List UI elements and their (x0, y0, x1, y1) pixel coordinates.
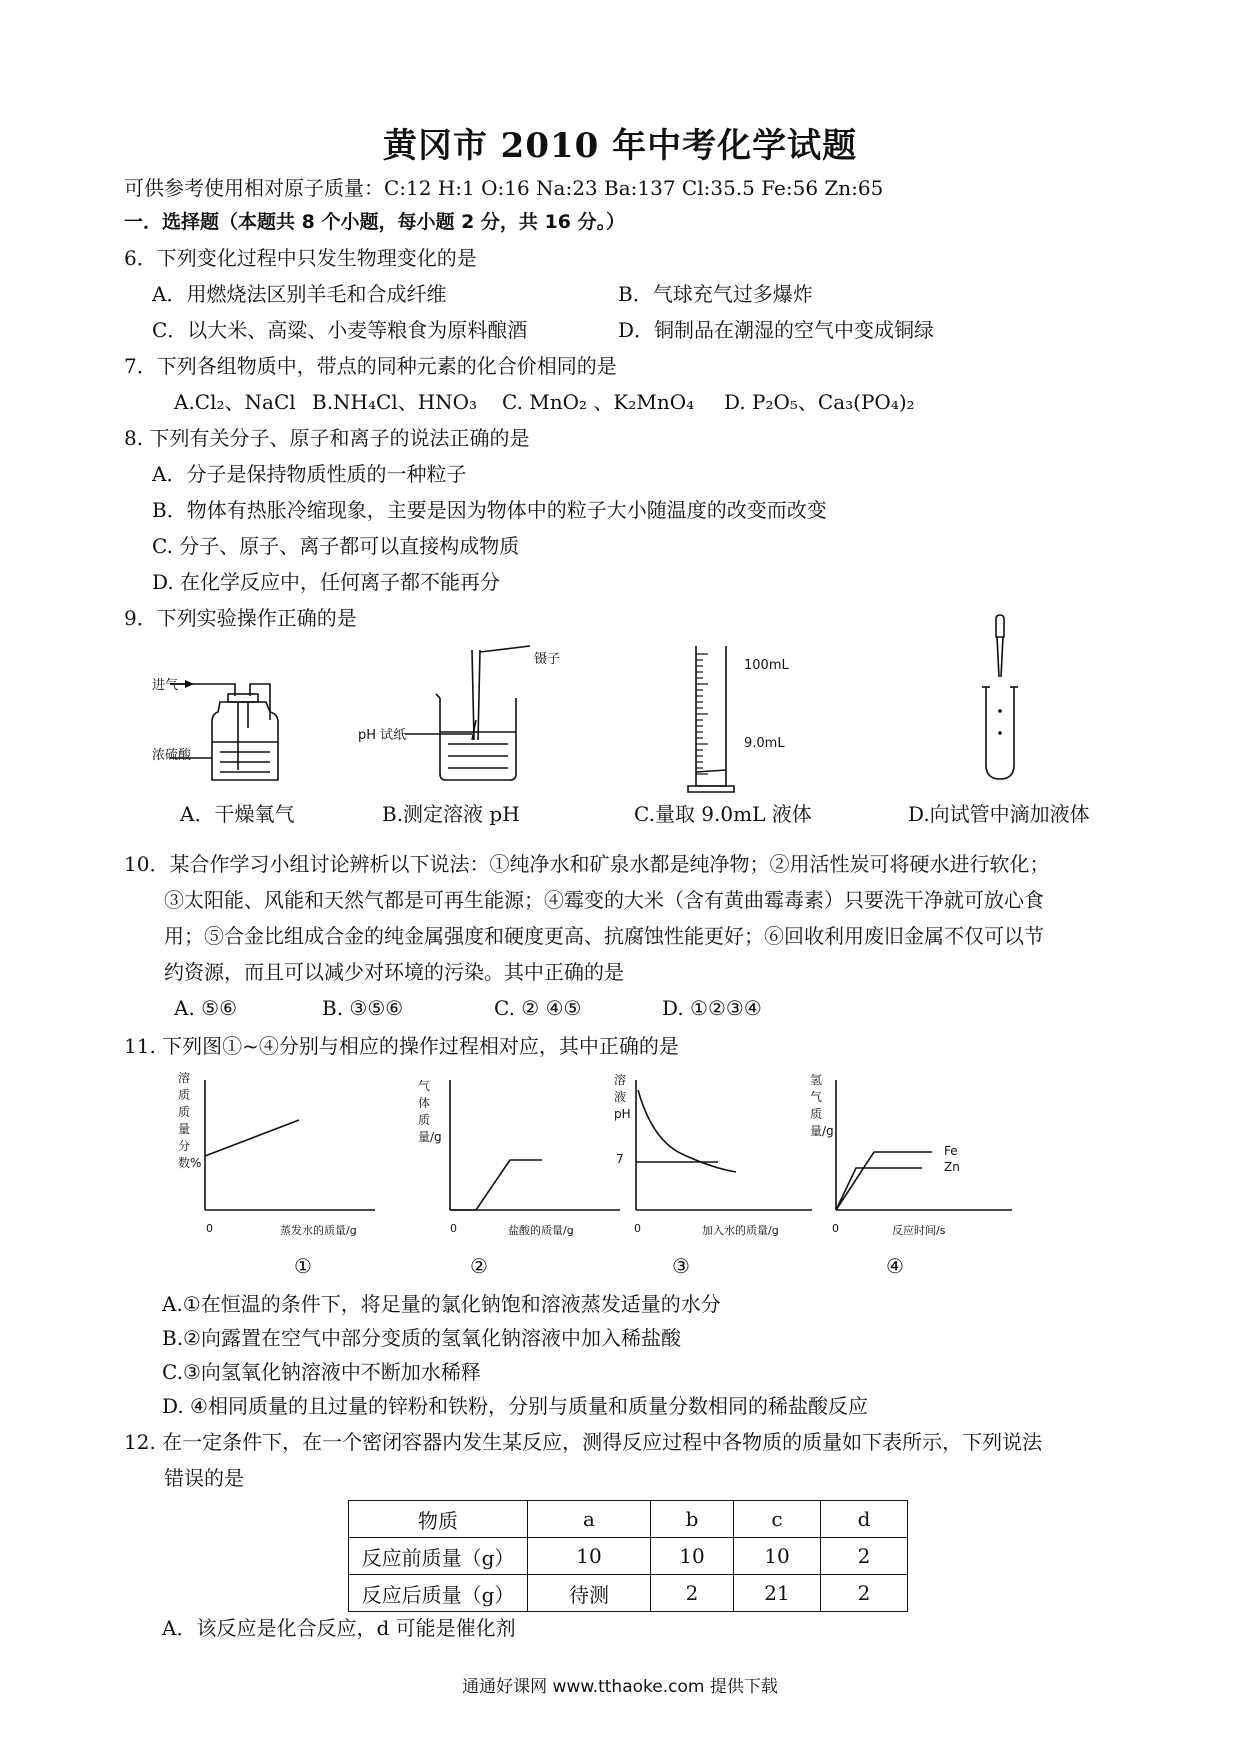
graph-1-xlabel: 蒸发水的质量/g (280, 1224, 357, 1237)
q10-line-3: 用；⑤合金比组成合金的纯金属强度和硬度更高、抗腐蚀性能更好；⑥回收利用废旧金属不仅可以节 (164, 924, 1044, 948)
table-header-cell: c (734, 1501, 821, 1538)
graph-4 (812, 1060, 1012, 1240)
q11-option-d: D. ④相同质量的且过量的锌粉和铁粉，分别与质量和质量分数相同的稀盐酸反应 (162, 1394, 868, 1418)
label-ph-paper: pH 试纸 (358, 728, 407, 743)
q9-option-d: D.向试管中滴加液体 (908, 802, 1090, 826)
graph-2-number: ② (470, 1254, 488, 1278)
label-100ml: 100mL (744, 658, 789, 673)
q8-option-b: B．物体有热胀冷缩现象，主要是因为物体中的粒子大小随温度的改变而改变 (152, 498, 827, 522)
section-heading: 一．选择题（本题共 8 个小题，每小题 2 分，共 16 分。） (124, 211, 626, 233)
q10-option-b: B. ③⑤⑥ (322, 996, 404, 1020)
table-header-row (349, 1501, 908, 1538)
table-cell: 2 (651, 1575, 734, 1612)
graph-2-ylabel: 气体质量/g (418, 1079, 442, 1144)
q9-option-a: A．干燥氧气 (180, 802, 295, 826)
graph-2-line (450, 1160, 542, 1210)
graph-3-number: ③ (672, 1254, 690, 1278)
q6-option-c: C．以大米、高粱、小麦等粮食为原料酿酒 (152, 318, 528, 342)
table-header-cell: 物质 (349, 1501, 528, 1538)
graph-1-origin: 0 (206, 1222, 213, 1235)
label-conc-sulfuric-acid: 浓硫酸 (152, 748, 192, 763)
q8-option-d: D. 在化学反应中，任何离子都不能再分 (152, 570, 501, 594)
q8-option-c: C. 分子、原子、离子都可以直接构成物质 (152, 534, 520, 558)
page-title: 黄冈市 2010 年中考化学试题 (382, 126, 858, 166)
graph-4-origin: 0 (832, 1222, 839, 1235)
table-header-cell: d (821, 1501, 908, 1538)
graph-1-ylabel: 溶质质量分数% (178, 1071, 202, 1170)
q7-option-c: C. MnO₂ 、K₂MnO₄ (502, 390, 695, 414)
q6-stem: 6．下列变化过程中只发生物理变化的是 (124, 246, 477, 270)
q10-line-2: ③太阳能、风能和天然气都是可再生能源；④霉变的大米（含有黄曲霉毒素）只要洗干净就可放心食 (164, 888, 1044, 912)
graph-3-tick-7: 7 (616, 1152, 624, 1166)
table-header-cell: a (528, 1501, 651, 1538)
q10-line-4: 约资源，而且可以减少对环境的污染。其中正确的是 (164, 960, 624, 984)
q11-stem: 11. 下列图①~④分别与相应的操作过程相对应，其中正确的是 (124, 1034, 679, 1058)
q12-line-1: 12. 在一定条件下，在一个密闭容器内发生某反应，测得反应过程中各物质的质量如下表所示，下列说法 (124, 1430, 1043, 1454)
table-cell: 10 (528, 1538, 651, 1575)
table-cell: 10 (651, 1538, 734, 1575)
q7-stem: 7．下列各组物质中，带点的同种元素的化合价相同的是 (124, 354, 617, 378)
graph-3-origin: 0 (634, 1222, 641, 1235)
graph-2-origin: 0 (450, 1222, 457, 1235)
q10-option-c: C. ② ④⑤ (494, 996, 582, 1020)
table-cell: 2 (821, 1538, 908, 1575)
label-tweezers: 镊子 (534, 652, 561, 667)
q12-option-a: A．该反应是化合反应，d 可能是催化剂 (162, 1616, 516, 1640)
beaker-ph-figure (360, 640, 560, 790)
table-row (349, 1575, 908, 1612)
table-cell: 反应后质量（g） (349, 1575, 528, 1612)
atomic-masses: 可供参考使用相对原子质量：C:12 H:1 O:16 Na:23 Ba:137 Cl:35.5 Fe:56 Zn:65 (124, 176, 884, 200)
table-cell: 反应前质量（g） (349, 1538, 528, 1575)
q11-option-c: C.③向氢氧化钠溶液中不断加水稀释 (162, 1360, 481, 1384)
graph-4-series-zn: Zn (944, 1160, 960, 1174)
graph-1-number: ① (294, 1254, 312, 1278)
table-header-cell: b (651, 1501, 734, 1538)
q7-option-d: D. P₂O₅、Ca₃(PO₄)₂ (724, 390, 915, 414)
table-cell: 2 (821, 1575, 908, 1612)
graph-3 (612, 1060, 812, 1240)
label-9ml: 9.0mL (744, 736, 785, 751)
graph-3-xlabel: 加入水的质量/g (702, 1224, 779, 1237)
q7-option-a: A.Cl₂、NaCl (174, 390, 296, 414)
q6-option-a: A．用燃烧法区别羊毛和合成纤维 (152, 282, 447, 306)
mass-table (348, 1500, 908, 1612)
graph-4-xlabel: 反应时间/s (892, 1224, 946, 1237)
footer-credit: 通通好课网 www.tthaoke.com 提供下载 (462, 1677, 778, 1697)
q12-line-2: 错误的是 (164, 1466, 244, 1490)
q11-option-a: A.①在恒温的条件下，将足量的氯化钠饱和溶液蒸发适量的水分 (162, 1292, 721, 1316)
graph-4-series-fe: Fe (944, 1144, 958, 1158)
q8-stem: 8. 下列有关分子、原子和离子的说法正确的是 (124, 426, 530, 450)
graph-3-curve (638, 1090, 736, 1172)
q11-option-b: B.②向露置在空气中部分变质的氢氧化钠溶液中加入稀盐酸 (162, 1326, 681, 1350)
q9-stem: 9．下列实验操作正确的是 (124, 606, 357, 630)
q9-option-b: B.测定溶液 pH (382, 802, 520, 826)
q8-option-a: A．分子是保持物质性质的一种粒子 (152, 462, 467, 486)
graph-2 (420, 1060, 620, 1240)
graph-4-number: ④ (886, 1254, 904, 1278)
test-tube-dropper-figure (960, 615, 1040, 785)
graph-3-ylabel: 溶液pH (614, 1073, 631, 1121)
table-cell: 21 (734, 1575, 821, 1612)
table-cell: 10 (734, 1538, 821, 1575)
q10-option-a: A. ⑤⑥ (174, 996, 238, 1020)
q7-option-b: B.NH₄Cl、HNO₃ (312, 390, 478, 414)
q9-option-c: C.量取 9.0mL 液体 (634, 802, 812, 826)
q6-option-b: B．气球充气过多爆炸 (618, 282, 813, 306)
q10-option-d: D. ①②③④ (662, 996, 762, 1020)
q10-line-1: 10．某合作学习小组讨论辨析以下说法：①纯净水和矿泉水都是纯净物；②用活性炭可将硬水进行软化； (124, 852, 1050, 876)
table-row (349, 1538, 908, 1575)
label-gas-inlet: 进气 (152, 678, 179, 693)
graph-1-line (205, 1120, 299, 1156)
graph-4-ylabel: 氢气质量/g (810, 1073, 834, 1138)
graph-2-xlabel: 盐酸的质量/g (508, 1224, 574, 1237)
graph-1 (175, 1060, 375, 1240)
q6-option-d: D．铜制品在潮湿的空气中变成铜绿 (618, 318, 935, 342)
table-cell: 待测 (528, 1575, 651, 1612)
